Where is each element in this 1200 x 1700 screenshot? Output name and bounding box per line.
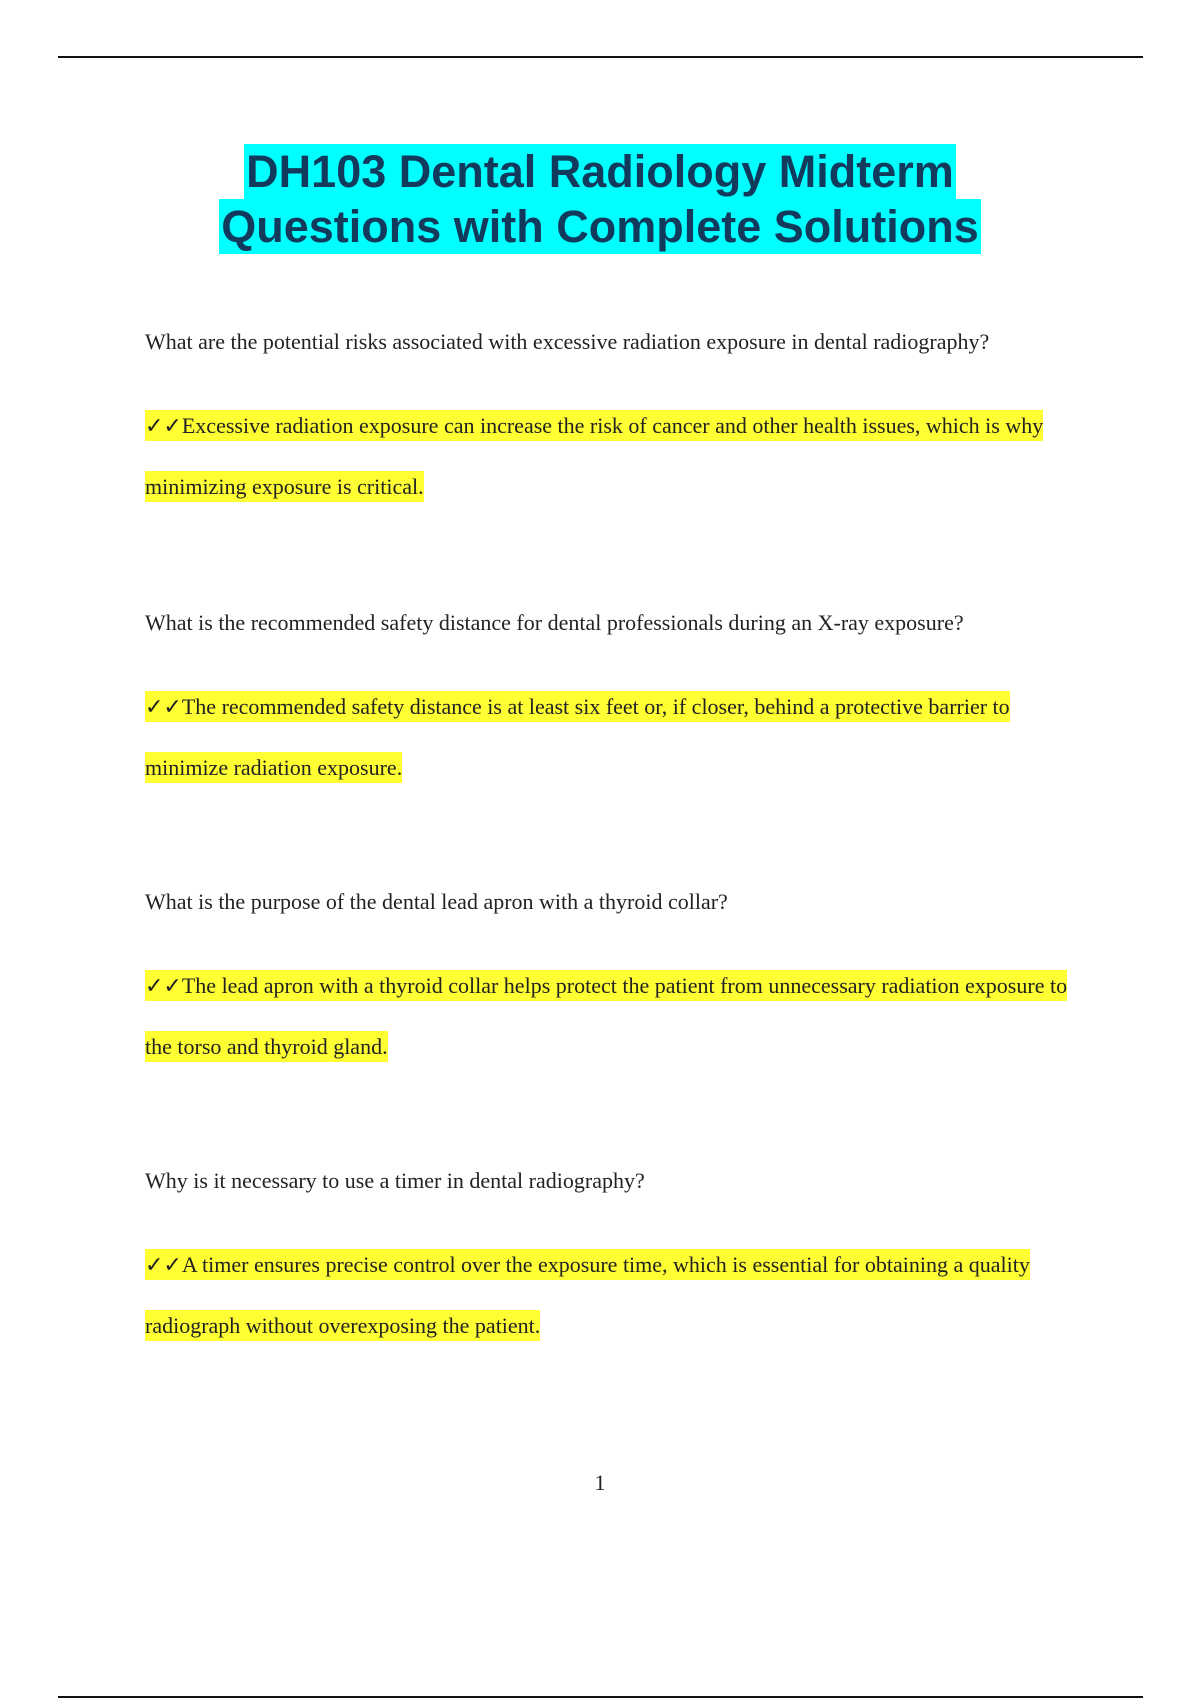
top-rule <box>58 56 1143 58</box>
page-number: 1 <box>594 1470 606 1495</box>
question-text: What are the potential risks associated with excessive radiation exposure in dental radiography? <box>145 329 990 354</box>
answer-block <box>145 955 1095 1077</box>
answer-text: ✓✓Excessive radiation exposure can increase the risk of cancer and other health issues, which is why minimizing exposure is critical. <box>145 410 1043 502</box>
question-text: Why is it necessary to use a timer in dental radiography? <box>145 1168 645 1193</box>
bottom-rule <box>58 1696 1143 1698</box>
document-title <box>0 144 1200 254</box>
title-line-1: DH103 Dental Radiology Midterm <box>246 146 954 197</box>
question-text: What is the purpose of the dental lead apron with a thyroid collar? <box>145 889 728 914</box>
answer-text: ✓✓A timer ensures precise control over the exposure time, which is essential for obtaining a quality radiograph without overexposing the patient. <box>145 1249 1030 1341</box>
question-text: What is the recommended safety distance for dental professionals during an X-ray exposure? <box>145 610 964 635</box>
title-line-2: Questions with Complete Solutions <box>221 201 979 252</box>
qa-item-3 <box>145 887 1095 1077</box>
answer-text: ✓✓The lead apron with a thyroid collar helps protect the patient from unnecessary radiation exposure to the torso and thyroid gland. <box>145 970 1067 1062</box>
qa-item-2 <box>145 608 1095 798</box>
qa-item-1 <box>145 327 1095 517</box>
answer-block <box>145 395 1095 517</box>
answer-block <box>145 1234 1095 1356</box>
answer-text: ✓✓The recommended safety distance is at least six feet or, if closer, behind a protective barrier to minimize radiation exposure. <box>145 691 1010 783</box>
answer-block <box>145 676 1095 798</box>
qa-item-4 <box>145 1166 1095 1356</box>
